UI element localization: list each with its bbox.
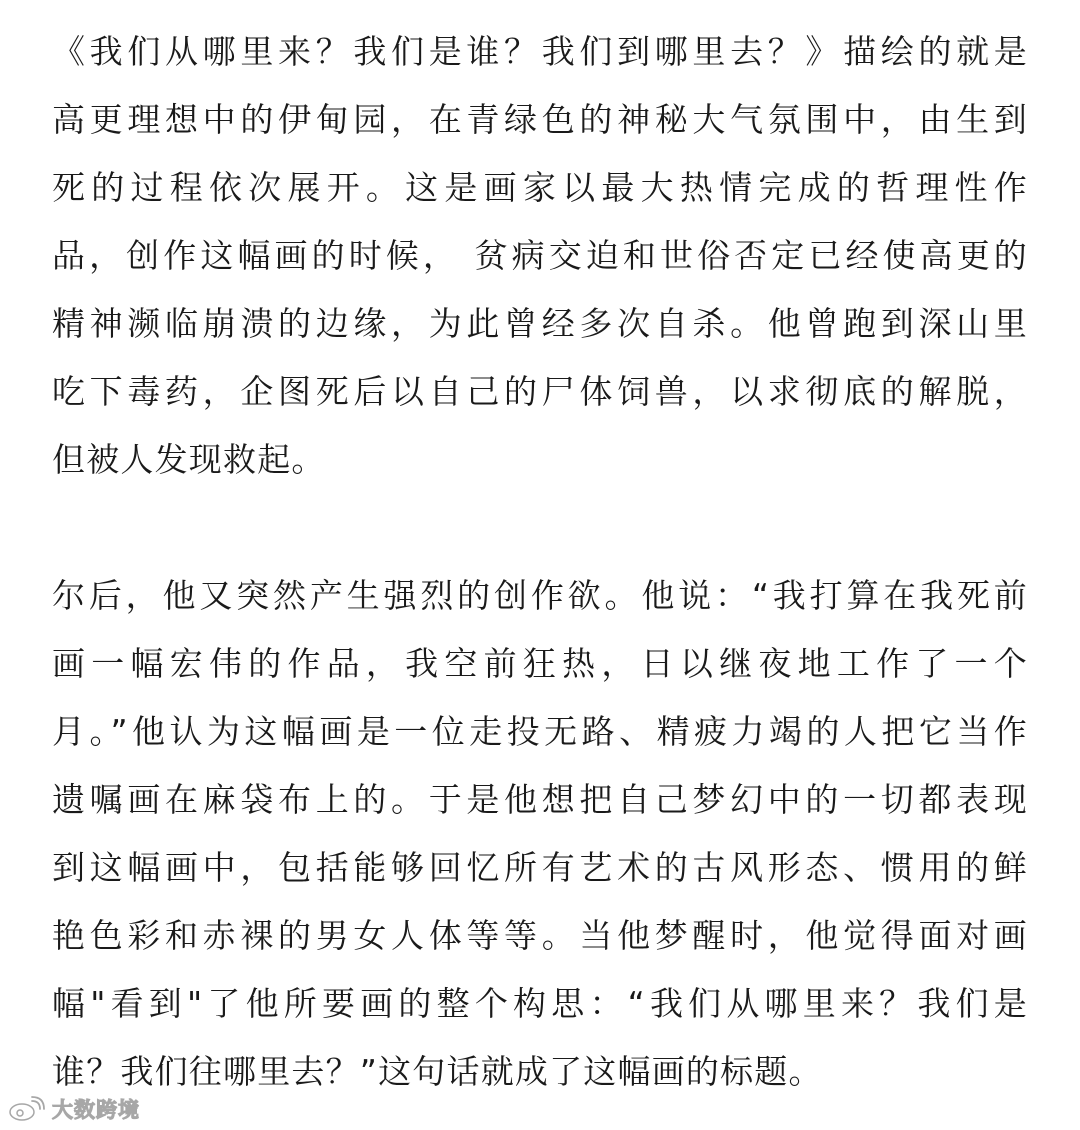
text-line: 品，创作这幅画的时候， 贫病交迫和世俗否定已经使高更的: [52, 236, 1028, 275]
text-line: 吃下毒药，企图死后以自己的尸体饲兽，以求彻底的解脱，: [52, 372, 1028, 411]
text-line: 幅"看到"了他所要画的整个构思：“我们从哪里来？我们是: [52, 984, 1028, 1023]
paragraph-1: [52, 18, 1032, 494]
watermark-text: 大数跨境: [52, 1098, 140, 1122]
text-line: 但被人发现救起。: [52, 440, 326, 479]
paragraph-spacer: [52, 494, 1032, 562]
watermark: [8, 1094, 140, 1124]
text-line: 到这幅画中，包括能够回忆所有艺术的古风形态、惯用的鲜: [52, 848, 1028, 887]
text-line: 死的过程依次展开。这是画家以最大热情完成的哲理性作: [52, 168, 1028, 207]
text-line: 《我们从哪里来？我们是谁？我们到哪里去？》描绘的就是: [52, 32, 1028, 71]
text-line: 高更理想中的伊甸园，在青绿色的神秘大气氛围中，由生到: [52, 100, 1028, 139]
text-line: 画一幅宏伟的作品，我空前狂热，日以继夜地工作了一个: [52, 644, 1028, 683]
text-line: 精神濒临崩溃的边缘，为此曾经多次自杀。他曾跑到深山里: [52, 304, 1028, 343]
article-body: [52, 18, 1032, 1106]
text-line: 谁？我们往哪里去？”这句话就成了这幅画的标题。: [52, 1052, 823, 1091]
paragraph-2: [52, 562, 1032, 1106]
text-line: 遗嘱画在麻袋布上的。于是他想把自己梦幻中的一切都表现: [52, 780, 1028, 819]
text-line: 月。”他认为这幅画是一位走投无路、精疲力竭的人把它当作: [52, 712, 1028, 751]
text-line: 尔后，他又突然产生强烈的创作欲。他说：“我打算在我死前: [52, 576, 1028, 615]
weibo-logo-icon: [8, 1095, 48, 1123]
text-line: 艳色彩和赤裸的男女人体等等。当他梦醒时，他觉得面对画: [52, 916, 1028, 955]
